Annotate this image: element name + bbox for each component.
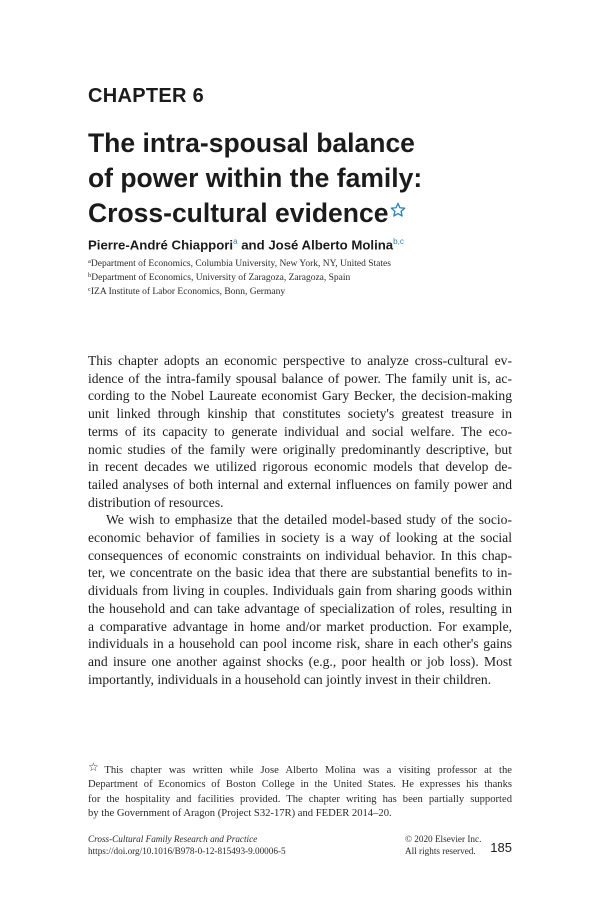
- footer-copyright: [405, 834, 482, 857]
- body-line: the household and can take advantage of specialization of roles, resulting in: [88, 600, 512, 616]
- body-line: individuals in a household can pool income risk, share in each other's gains: [88, 636, 512, 652]
- page-number: 185: [490, 840, 512, 855]
- affiliation-mark: b: [88, 272, 92, 280]
- title-line: Cross-cultural evidence: [88, 198, 389, 228]
- affiliation-item: [88, 284, 391, 298]
- body-line: unit linked through kinship that constitutes society's greatest treasure in: [88, 406, 512, 422]
- author-line: [88, 237, 404, 252]
- body-line: ter, we concentrate on the basic idea that there are substantial benefits to in-: [88, 565, 512, 581]
- footer-citation: [88, 834, 286, 857]
- star-outline-icon[interactable]: [390, 192, 406, 227]
- author-connector: and: [237, 237, 269, 253]
- paragraph: [88, 352, 512, 511]
- chapter-body: [88, 352, 512, 688]
- footnote: [88, 760, 512, 821]
- body-line: idence of the intra-family spousal balance of power. The family unit is, ac-: [88, 370, 512, 386]
- affiliation-mark: a: [88, 258, 91, 265]
- title-line: The intra-spousal balance: [88, 128, 415, 158]
- body-line: and insure one another against shocks (e.g., poor health or job loss). Most: [88, 653, 512, 669]
- affiliation-item: [88, 256, 391, 270]
- title-line: of power within the family:: [88, 163, 423, 193]
- chapter-title: [88, 126, 528, 231]
- affiliation-mark: c: [88, 286, 91, 294]
- body-line: dividuals from living in couples. Individuals gain from sharing goods within: [88, 583, 512, 599]
- footnote-star-marker: ☆: [88, 760, 104, 774]
- author-affiliation-mark[interactable]: a: [233, 237, 238, 246]
- author-name: José Alberto Molina: [268, 237, 394, 253]
- title-line-with-star: [88, 196, 528, 231]
- footnote-line: by the Government of Aragon (Project S32-17R) and FEDER 2014–20.: [88, 807, 392, 819]
- footnote-line: Department of Economics of Boston College in the United States. He expresses his thanks: [88, 779, 512, 791]
- footnote-line: for the hospitality and facilities provided. The chapter writing has been partially supported: [88, 793, 512, 805]
- chapter-label: CHAPTER 6: [88, 85, 205, 107]
- body-line: economic behavior of families in society is a way of looking at the social: [88, 530, 512, 546]
- body-line: terms of its capacity to generate individual and social welfare. The eco-: [88, 423, 512, 439]
- book-title: Cross-Cultural Family Research and Practice: [88, 834, 258, 844]
- body-line: distribution of resources.: [88, 494, 224, 510]
- body-line: consequences of economic constraints on individual behavior. In this chap-: [88, 547, 512, 563]
- affiliation-text: IZA Institute of Labor Economics, Bonn, Germany: [90, 287, 286, 298]
- copyright-text: © 2020 Elsevier Inc.: [405, 834, 482, 844]
- paragraph: [88, 511, 512, 688]
- body-line: This chapter adopts an economic perspective to analyze cross-cultural ev-: [88, 353, 512, 368]
- body-line: nomic studies of the family were originally predominantly descriptive, but: [88, 441, 512, 457]
- rights-text: All rights reserved.: [405, 845, 476, 856]
- affiliation-text: Department of Economics, Columbia University, New York, NY, United States: [90, 259, 391, 269]
- affiliations: [88, 256, 391, 299]
- footnote-text: This chapter was written while Jose Alberto Molina was a visiting professor at the: [104, 765, 512, 776]
- body-line: importantly, individuals in a household can jointly invest in their children.: [88, 671, 492, 687]
- body-line: tailed analyses of both internal and external influences on family power and: [88, 476, 512, 492]
- affiliation-item: [88, 270, 391, 284]
- footnote-line: [88, 760, 512, 778]
- body-line: We wish to emphasize that the detailed model-based study of the socio-: [106, 512, 512, 528]
- affiliation-text: Department of Economics, University of Zaragoza, Zaragoza, Spain: [91, 273, 351, 284]
- body-line: a comparative advantage in home and/or market production. For example,: [88, 618, 512, 634]
- doi-link[interactable]: https://doi.org/10.1016/B978-0-12-815493-9.00006-5: [88, 845, 286, 856]
- body-line: in recent decades we utilized rigorous economic models that develop de-: [88, 459, 512, 475]
- author-name: Pierre-André Chiappori: [88, 237, 234, 253]
- body-line: cording to the Nobel Laureate economist Gary Becker, the decision-making: [88, 388, 512, 404]
- author-affiliation-mark[interactable]: b,c: [393, 237, 404, 246]
